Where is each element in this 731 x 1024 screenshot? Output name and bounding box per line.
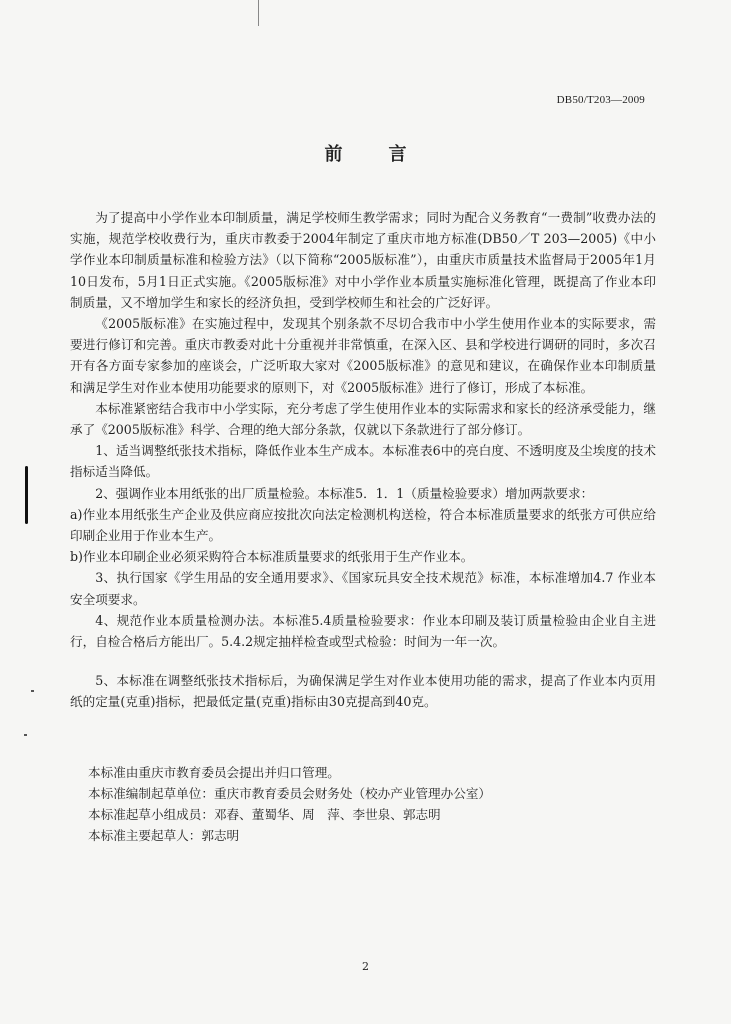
paragraph-background: 为了提高中小学作业本印制质量，满足学校师生教学需求；同时为配合义务教育“一费制”收费办法的实施，规范学校收费行为，重庆市教委于2004年制定了重庆市地方标准(DB50／T 203—2005)《中小学作业本印制质量标准和检验方法》（以下简称“2005版标准”），由重庆市质量技术监督局于2005年1月10日发布，5月1日正式实施。《2005版标准》对中小学作业本质量实施标准化管理，既提高了作业本印制质量，又不增加学生和家长的经济负担，受到学校师生和社会的广泛好评。 <box>70 210 656 310</box>
scan-speck <box>24 734 27 736</box>
page-title: 前言 <box>324 144 453 165</box>
paragraph-item-2a: a)作业本用纸张生产企业及供应商应按批次向法定检测机构送检，符合本标准质量要求的纸张方可供应给印刷企业用于作业本生产。 <box>70 506 656 544</box>
credit-drafting-unit: 本标准编制起草单位：重庆市教育委员会财务处（校办产业管理办公室） <box>88 786 491 801</box>
paragraph-item-2b: b)作业本印刷企业必须采购符合本标准质量要求的纸张用于生产作业本。 <box>70 549 474 565</box>
credit-main-drafter: 本标准主要起草人：郭志明 <box>88 828 240 843</box>
paragraph-revision-need: 《2005版标准》在实施过程中，发现其个别条款不尽切合我市中小学生使用作业本的实际要求，需要进行修订和完善。重庆市教委对此十分重视并非常慎重，在深入区、县和学校进行调研的同时，多次召开有各方面专家参加的座谈会，广泛听取大家对《2005版标准》的意见和建议，在确保作业本印制质量和满足学生对作业本使用功能要求的原则下，对《2005版标准》进行了修订，形成了本标准。 <box>70 316 656 395</box>
paragraph-item-4: 4、规范作业本质量检测办法。本标准5.4质量检验要求：作业本印刷及装订质量检验由企业自主进行，自检合格后方能出厂。5.4.2规定抽样检查或型式检验：时间为一年一次。 <box>70 612 656 650</box>
paragraph-gap <box>70 652 656 670</box>
page-number: 2 <box>362 960 369 973</box>
paragraph-item-2: 2、强调作业本用纸张的出厂质量检验。本标准5．1．1（质量检验要求）增加两款要求： <box>95 485 594 501</box>
scan-artifact-top-line <box>258 0 259 26</box>
paragraph-revision-scope: 本标准紧密结合我市中小学实际，充分考虑了学生使用作业本的实际需求和家长的经济承受能力，继承了《2005版标准》科学、合理的绝大部分条款，仅就以下条款进行了部分修订。 <box>70 400 656 438</box>
foreword-body <box>70 207 656 713</box>
paragraph-item-5: 5、本标准在调整纸张技术指标后，为确保满足学生对作业本使用功能的需求，提高了作业本内页用纸的定量(克重)指标，把最低定量(克重)指标由30克提高到40克。 <box>70 673 656 710</box>
document-code: DB50/T203—2009 <box>556 94 645 106</box>
paragraph-item-3: 3、执行国家《学生用品的安全通用要求》、《国家玩具安全技术规范》标准，本标准增加4.7 作业本安全项要求。 <box>70 570 656 607</box>
credit-drafting-members: 本标准起草小组成员：邓舂、董蜀华、周 萍、李世泉、郭志明 <box>88 807 441 822</box>
credits-block <box>88 762 648 846</box>
credit-proposer: 本标准由重庆市教育委员会提出并归口管理。 <box>88 765 340 780</box>
paragraph-item-1: 1、适当调整纸张技术指标，降低作业本生产成本。本标准表6中的亮白度、不透明度及尘埃度的技术指标适当降低。 <box>70 443 656 480</box>
scan-speck <box>31 690 34 692</box>
scan-margin-mark <box>25 466 28 524</box>
